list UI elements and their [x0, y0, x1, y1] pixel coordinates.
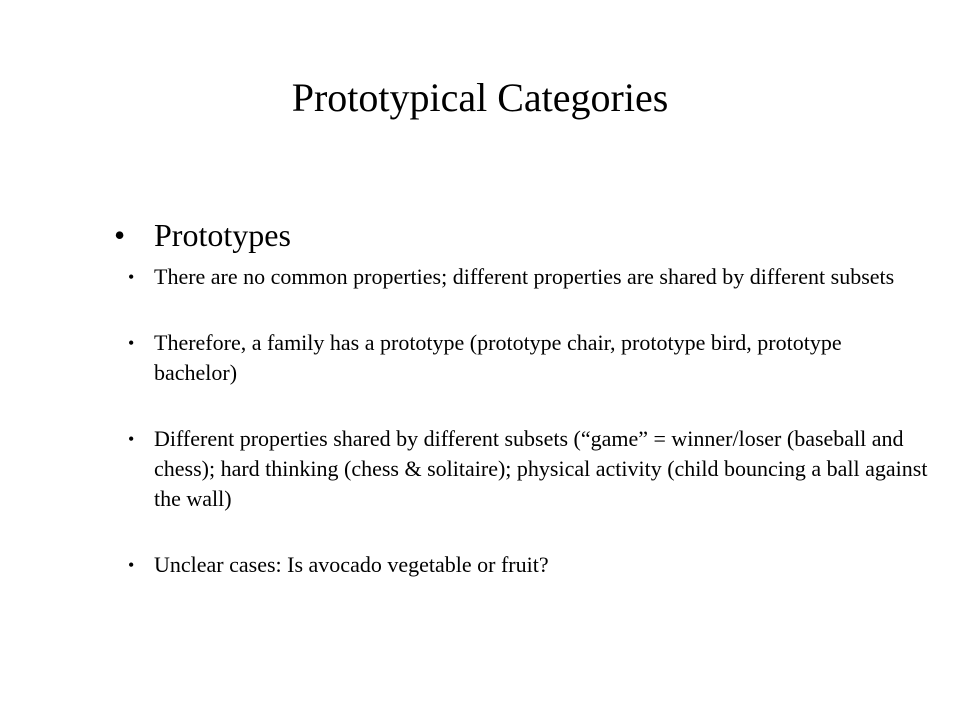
sub-bullet-item [128, 262, 928, 292]
slide-title: Prototypical Categories [291, 75, 669, 120]
sub-bullet-item [128, 550, 928, 580]
bullet-icon: • [128, 333, 135, 353]
bullet-icon: • [128, 267, 135, 287]
sub-bullet-text: Unclear cases: Is avocado vegetable or fruit? [154, 552, 549, 577]
sub-bullet-text: There are no common properties; different properties are shared by different subsets [154, 264, 895, 289]
sub-bullet-item [128, 424, 928, 514]
bullet-icon: • [114, 217, 126, 253]
bullet-icon: • [128, 555, 135, 575]
main-bullet [114, 214, 291, 256]
sub-bullet-text: Therefore, a family has a prototype (prototype chair, prototype bird, prototype bachelor) [154, 330, 842, 385]
sub-bullet-text: Different properties shared by different subsets (“game” = winner/loser (baseball and chess); hard thinking (chess & solitaire); physical activity (child bouncing a ball against the wall) [154, 426, 928, 511]
main-bullet-text: Prototypes [154, 217, 291, 253]
sub-bullet-list [128, 262, 928, 616]
bullet-icon: • [128, 429, 135, 449]
sub-bullet-item [128, 328, 928, 388]
